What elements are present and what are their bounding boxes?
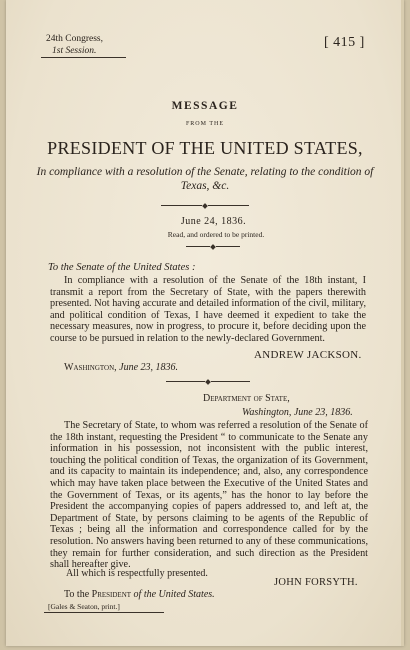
salutation: To the Senate of the United States : — [48, 262, 196, 273]
ornament-rule — [161, 202, 249, 209]
message-dateline — [64, 362, 178, 373]
congress-session-label — [46, 33, 103, 57]
message-title: MESSAGE — [171, 100, 239, 112]
ornament-rule — [186, 243, 240, 250]
congress-label: 24th Congress, — [46, 34, 103, 44]
dateline-place: Washington, — [64, 362, 117, 373]
addressee-president: President — [91, 589, 132, 600]
report-closing: All which is respectfully presented. — [66, 568, 208, 579]
page-edge — [401, 0, 404, 646]
jackson-signature: ANDREW JACKSON. — [254, 349, 362, 361]
message-body: In compliance with a resolution of the Senate of the 18th instant, I transmit a report from the Secretary of State, with the papers therewith presented. Not having accurate and detailed information of the civil, military, and political condition of Texas, I have deemed it expedient to take the necessary measures, now in progress, to procure it, before deciding upon the course to be pursued in relation to the newly-declared Government. — [50, 275, 366, 344]
addressee-suffix: of the United States. — [133, 589, 215, 600]
department-heading: Department of State, — [203, 393, 290, 404]
addressee-line — [64, 589, 215, 600]
message-date: June 24, 1836. — [180, 216, 247, 227]
president-title: PRESIDENT OF THE UNITED STATES, — [47, 138, 363, 158]
session-label: 1st Session. — [52, 46, 97, 56]
compliance-subtitle: In compliance with a resolution of the Senate, relating to the condition of Texas, &c. — [36, 166, 374, 192]
dateline-date: June 23, 1836. — [119, 362, 179, 373]
from-the-label: FROM THE — [185, 121, 225, 127]
read-ordered-note: Read, and ordered to be printed. — [167, 230, 265, 239]
printer-imprint: [Gales & Seaton, print.] — [48, 602, 120, 611]
report-body: The Secretary of State, to whom was referred a resolution of the Senate of the 18th instant, requesting the President “ to communicate to the Senate any information in his possession, not inconsistent with the public interest, touching the political condition of Texas, the organization of its Government, and its capacity to maintain its independence; and, also, any correspondence which may have taken place between the Executive of the United States and the Government of Texas, or its agents,” has the honor to lay before the President the accompanying copies of papers addressed to, and left at, the Department of State, by persons claiming to be agents of the Republic of Texas ; being all the information and correspondence called for by the resolution. No answers having been returned to any of these communications, they remain for further consideration, and such direction as the President shall hereafter give. — [50, 420, 368, 571]
ornament-rule — [166, 378, 250, 385]
addressee-prefix: To the — [64, 589, 90, 600]
forsyth-signature: JOHN FORSYTH. — [274, 577, 358, 588]
header-rule — [41, 57, 126, 58]
page-number: [ 415 ] — [324, 35, 365, 50]
document-page — [6, 0, 404, 646]
report-dateline: Washington, June 23, 1836. — [242, 407, 353, 418]
printer-rule — [44, 612, 164, 613]
